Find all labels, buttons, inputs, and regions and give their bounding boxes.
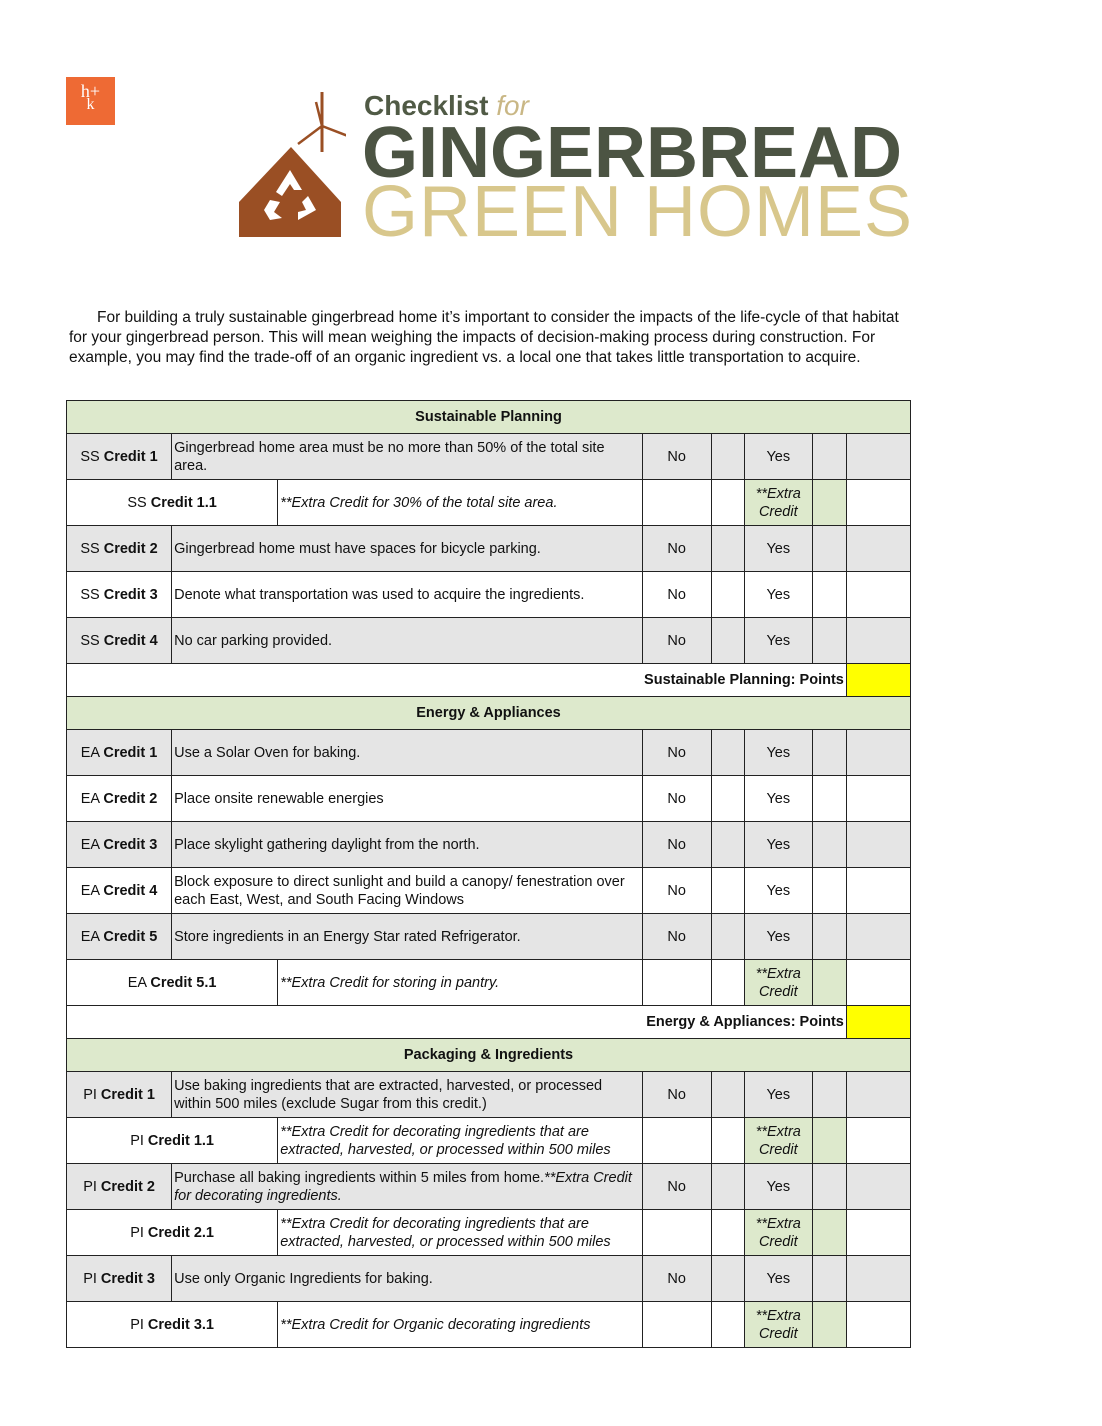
credit-description: Use a Solar Oven for baking.	[172, 730, 643, 776]
no-checkbox[interactable]	[711, 526, 744, 572]
credit-description: Block exposure to direct sunlight and build a canopy/ fenestration over each East, West, and South Facing Windows	[172, 868, 643, 914]
logo-line-1: h+	[80, 81, 101, 101]
credit-description: **Extra Credit for decorating ingredients that are extracted, harvested, or processed within 500 miles	[278, 1210, 642, 1256]
no-label: No	[642, 730, 711, 776]
credit-code: SS Credit 4	[67, 618, 172, 664]
no-label: No	[642, 1072, 711, 1118]
no-checkbox[interactable]	[711, 572, 744, 618]
points-cell[interactable]	[846, 1072, 910, 1118]
yes-checkbox[interactable]	[812, 868, 846, 914]
no-checkbox[interactable]	[711, 434, 744, 480]
credit-code: PI Credit 1	[67, 1072, 172, 1118]
extra-checkbox[interactable]	[812, 960, 846, 1006]
credit-code: SS Credit 2	[67, 526, 172, 572]
yes-label: Yes	[744, 776, 812, 822]
credit-row	[67, 434, 911, 480]
no-checkbox[interactable]	[711, 480, 744, 526]
credit-description: Gingerbread home area must be no more than 50% of the total site area.	[172, 434, 643, 480]
no-label: No	[642, 914, 711, 960]
credit-row	[67, 730, 911, 776]
extra-credit-label: **Extra Credit	[744, 960, 812, 1006]
section-points-input[interactable]	[846, 1006, 910, 1039]
yes-label: Yes	[744, 526, 812, 572]
credit-code: SS Credit 1.1	[67, 480, 278, 526]
credit-row	[67, 914, 911, 960]
no-cell[interactable]	[642, 1302, 711, 1348]
no-cell[interactable]	[642, 1210, 711, 1256]
no-label: No	[642, 572, 711, 618]
logo-line-2: k	[86, 96, 95, 113]
credit-code: EA Credit 3	[67, 822, 172, 868]
points-cell[interactable]	[846, 1302, 910, 1348]
credit-row	[67, 572, 911, 618]
checklist-table	[66, 400, 911, 1348]
no-checkbox[interactable]	[711, 822, 744, 868]
title-gingerbread: GINGERBREAD	[362, 113, 903, 193]
yes-checkbox[interactable]	[812, 730, 846, 776]
points-cell[interactable]	[846, 1118, 910, 1164]
credit-code: PI Credit 3	[67, 1256, 172, 1302]
points-cell[interactable]	[846, 822, 910, 868]
no-cell[interactable]	[642, 480, 711, 526]
credit-row	[67, 960, 911, 1006]
no-cell[interactable]	[642, 1118, 711, 1164]
no-label: No	[642, 1164, 711, 1210]
yes-checkbox[interactable]	[812, 1072, 846, 1118]
recycle-house-icon	[236, 92, 346, 242]
section-points-label: Energy & Appliances: Points	[67, 1006, 847, 1039]
no-checkbox[interactable]	[711, 1164, 744, 1210]
no-label: No	[642, 1256, 711, 1302]
no-checkbox[interactable]	[711, 618, 744, 664]
credit-description: **Extra Credit for 30% of the total site area.	[278, 480, 642, 526]
points-cell[interactable]	[846, 914, 910, 960]
extra-credit-label: **Extra Credit	[744, 1210, 812, 1256]
credit-code: SS Credit 1	[67, 434, 172, 480]
credit-description: **Extra Credit for decorating ingredients that are extracted, harvested, or processed within 500 miles	[278, 1118, 642, 1164]
credit-row	[67, 1210, 911, 1256]
points-cell[interactable]	[846, 572, 910, 618]
yes-checkbox[interactable]	[812, 618, 846, 664]
credit-row	[67, 822, 911, 868]
credit-description: Use baking ingredients that are extracted, harvested, or processed within 500 miles (exclude Sugar from this credit.)	[172, 1072, 643, 1118]
yes-label: Yes	[744, 618, 812, 664]
yes-label: Yes	[744, 914, 812, 960]
credit-row	[67, 868, 911, 914]
no-checkbox[interactable]	[711, 1072, 744, 1118]
credit-row	[67, 1072, 911, 1118]
no-checkbox[interactable]	[711, 914, 744, 960]
credit-description: **Extra Credit for Organic decorating ingredients	[278, 1302, 642, 1348]
extra-credit-label: **Extra Credit	[744, 1302, 812, 1348]
yes-checkbox[interactable]	[812, 572, 846, 618]
section-header: Sustainable Planning	[67, 401, 911, 434]
hok-logo	[66, 77, 115, 125]
points-cell[interactable]	[846, 960, 910, 1006]
credit-description: Use only Organic Ingredients for baking.	[172, 1256, 643, 1302]
credit-row	[67, 1118, 911, 1164]
no-cell[interactable]	[642, 960, 711, 1006]
points-cell[interactable]	[846, 1164, 910, 1210]
yes-label: Yes	[744, 1256, 812, 1302]
no-label: No	[642, 868, 711, 914]
no-checkbox[interactable]	[711, 868, 744, 914]
no-label: No	[642, 526, 711, 572]
credit-code: EA Credit 4	[67, 868, 172, 914]
points-cell[interactable]	[846, 730, 910, 776]
credit-description: No car parking provided.	[172, 618, 643, 664]
credit-row	[67, 1256, 911, 1302]
no-checkbox[interactable]	[711, 730, 744, 776]
no-label: No	[642, 434, 711, 480]
yes-label: Yes	[744, 730, 812, 776]
title-green-homes: GREEN HOMES	[362, 172, 914, 252]
points-cell[interactable]	[846, 1210, 910, 1256]
no-checkbox[interactable]	[711, 1302, 744, 1348]
credit-code: PI Credit 2.1	[67, 1210, 278, 1256]
credit-code: EA Credit 5.1	[67, 960, 278, 1006]
credit-row	[67, 526, 911, 572]
credit-description: **Extra Credit for storing in pantry.	[278, 960, 642, 1006]
yes-label: Yes	[744, 822, 812, 868]
credit-description: Place skylight gathering daylight from the north.	[172, 822, 643, 868]
credit-code: EA Credit 5	[67, 914, 172, 960]
yes-checkbox[interactable]	[812, 914, 846, 960]
yes-label: Yes	[744, 1072, 812, 1118]
yes-label: Yes	[744, 572, 812, 618]
no-checkbox[interactable]	[711, 776, 744, 822]
credit-code: EA Credit 1	[67, 730, 172, 776]
no-checkbox[interactable]	[711, 1118, 744, 1164]
extra-checkbox[interactable]	[812, 480, 846, 526]
points-cell[interactable]	[846, 618, 910, 664]
yes-label: Yes	[744, 868, 812, 914]
extra-checkbox[interactable]	[812, 1118, 846, 1164]
credit-code: SS Credit 3	[67, 572, 172, 618]
no-checkbox[interactable]	[711, 1210, 744, 1256]
points-cell[interactable]	[846, 480, 910, 526]
credit-row	[67, 776, 911, 822]
credit-description: Denote what transportation was used to acquire the ingredients.	[172, 572, 643, 618]
extra-checkbox[interactable]	[812, 1210, 846, 1256]
yes-checkbox[interactable]	[812, 1256, 846, 1302]
section-header: Packaging & Ingredients	[67, 1039, 911, 1072]
credit-description: Store ingredients in an Energy Star rated Refrigerator.	[172, 914, 643, 960]
points-cell[interactable]	[846, 434, 910, 480]
no-checkbox[interactable]	[711, 1256, 744, 1302]
credit-code: PI Credit 3.1	[67, 1302, 278, 1348]
yes-label: Yes	[744, 434, 812, 480]
yes-checkbox[interactable]	[812, 822, 846, 868]
no-label: No	[642, 822, 711, 868]
points-cell[interactable]	[846, 868, 910, 914]
extra-credit-label: **Extra Credit	[744, 480, 812, 526]
yes-checkbox[interactable]	[812, 776, 846, 822]
intro-paragraph: For building a truly sustainable gingerbread home it’s important to consider the impacts of the life-cycle of that habitat for your gingerbread person. This will mean weighing the impacts of decision-making process during construction. For example, you may find the trade-off of an organic ingredient vs. a local one that takes little transportation to acquire.	[69, 308, 899, 366]
credit-description: Purchase all baking ingredients within 5 miles from home.**Extra Credit for decorating ingredients.	[172, 1164, 643, 1210]
points-cell[interactable]	[846, 1256, 910, 1302]
credit-code: EA Credit 2	[67, 776, 172, 822]
credit-row	[67, 1302, 911, 1348]
credit-code: PI Credit 1.1	[67, 1118, 278, 1164]
title-checklist: Checklist for	[364, 90, 529, 121]
section-points-label: Sustainable Planning: Points	[67, 664, 847, 697]
extra-credit-label: **Extra Credit	[744, 1118, 812, 1164]
points-cell[interactable]	[846, 776, 910, 822]
yes-checkbox[interactable]	[812, 526, 846, 572]
credit-description: Place onsite renewable energies	[172, 776, 643, 822]
credit-row	[67, 1164, 911, 1210]
yes-checkbox[interactable]	[812, 1164, 846, 1210]
no-checkbox[interactable]	[711, 960, 744, 1006]
no-label: No	[642, 618, 711, 664]
section-points-input[interactable]	[846, 664, 910, 697]
credit-row	[67, 618, 911, 664]
yes-label: Yes	[744, 1164, 812, 1210]
credit-row	[67, 480, 911, 526]
no-label: No	[642, 776, 711, 822]
credit-description: Gingerbread home must have spaces for bicycle parking.	[172, 526, 643, 572]
yes-checkbox[interactable]	[812, 434, 846, 480]
extra-checkbox[interactable]	[812, 1302, 846, 1348]
points-cell[interactable]	[846, 526, 910, 572]
credit-code: PI Credit 2	[67, 1164, 172, 1210]
section-header: Energy & Appliances	[67, 697, 911, 730]
